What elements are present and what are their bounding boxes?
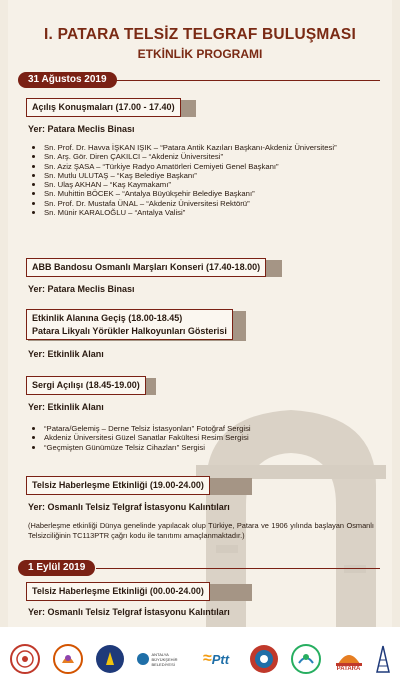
- session-procession: [26, 309, 233, 340]
- venue-radio-day1: Yer: Osmanlı Telsiz Telgraf İstasyonu Kalıntıları: [28, 502, 230, 512]
- tower-logo: [374, 642, 392, 676]
- antalya-logo: [136, 642, 186, 676]
- session-radio-day2: Telsiz Haberleşme Etkinliği (00.00-24.00): [26, 582, 210, 601]
- radio-society-logo: [247, 642, 281, 676]
- list-item: Sn. Prof. Dr. Havva İŞKAN IŞIK – “Patara Antik Kazıları Başkanı-Akdeniz Üniversitesi”: [30, 143, 337, 152]
- session-radio-day1: Telsiz Haberleşme Etkinliği (19.00-24.00): [26, 476, 210, 495]
- divider: [110, 80, 380, 81]
- session-exhibition: Sergi Açılışı (18.45-19.00): [26, 376, 146, 395]
- sponsor-logos: [0, 627, 400, 691]
- page-title: I. PATARA TELSİZ TELGRAF BULUŞMASI: [44, 26, 356, 43]
- ptt-logo: ≈ Ptt: [202, 650, 230, 667]
- list-item: Sn. Muhittin BÖCEK – “Antalya Büyükşehir Belediye Başkanı”: [30, 189, 337, 198]
- list-item: Sn. Münir KARALOĞLU – “Antalya Valisi”: [30, 208, 337, 217]
- venue-opening: Yer: Patara Meclis Binası: [28, 124, 135, 134]
- patara-logo-text: PATARA: [336, 666, 361, 672]
- exhibition-list: [30, 424, 251, 452]
- list-item: Sn. Aziz ŞASA – “Türkiye Radyo Amatörleri Cemiyeti Genel Başkanı”: [30, 162, 337, 171]
- list-item: “Patara/Gelemiş – Derne Telsiz İstasyonları” Fotoğraf Sergisi: [30, 424, 251, 433]
- date-badge-day2: 1 Eylül 2019: [18, 560, 95, 576]
- university-logo: [51, 642, 85, 676]
- divider: [96, 568, 380, 569]
- venue-radio-day2: Yer: Osmanlı Telsiz Telgraf İstasyonu Kalıntıları: [28, 607, 230, 617]
- list-item: Sn. Ulaş AKHAN – “Kaş Kaymakamı”: [30, 180, 337, 189]
- emblem-logo: [93, 642, 127, 676]
- patara-logo: [332, 642, 366, 676]
- antalya-logo-text: ANTALYA BÜYÜKŞEHİR BELEDİYESİ: [151, 651, 178, 667]
- session-procession-line1: Etkinlik Alanına Geçiş (18.00-18.45): [32, 313, 183, 323]
- list-item: “Geçmişten Günümüze Telsiz Cihazları” Sergisi: [30, 443, 251, 452]
- session-procession-line2: Patara Likyalı Yörükler Halkoyunları Gösterisi: [32, 325, 227, 336]
- list-item: Sn. Arş. Gör. Diren ÇAKILCI – “Akdeniz Üniversitesi”: [30, 152, 337, 161]
- radio-note: (Haberleşme etkinliği Dünya genelinde yapılacak olup Türkiye, Patara ve 1906 yılında başlayan Osmanlı Telsizciliğinin TC113PTR çağrı kodu ile tanıtımı amaçlanmaktadır.): [28, 521, 374, 540]
- kas-logo: [289, 642, 323, 676]
- speaker-list: [30, 143, 337, 217]
- date-badge-day1: 31 Ağustos 2019: [18, 72, 117, 88]
- session-concert: ABB Bandosu Osmanlı Marşları Konseri (17.40-18.00): [26, 258, 266, 277]
- venue-exhibition: Yer: Etkinlik Alanı: [28, 402, 104, 412]
- list-item: Sn. Mutlu ULUTAŞ – “Kaş Belediye Başkanı”: [30, 171, 337, 180]
- ministry-logo: [8, 642, 42, 676]
- session-opening: Açılış Konuşmaları (17.00 - 17.40): [26, 98, 181, 117]
- venue-concert: Yer: Patara Meclis Binası: [28, 284, 135, 294]
- list-item: Sn. Prof. Dr. Mustafa ÜNAL – “Akdeniz Üniversitesi Rektörü”: [30, 199, 337, 208]
- list-item: Akdeniz Üniversitesi Güzel Sanatlar Fakültesi Resim Sergisi: [30, 433, 251, 442]
- page-subtitle: ETKİNLİK PROGRAMI: [137, 47, 263, 61]
- ptt-logo-text: Ptt: [211, 651, 230, 667]
- venue-procession: Yer: Etkinlik Alanı: [28, 349, 104, 359]
